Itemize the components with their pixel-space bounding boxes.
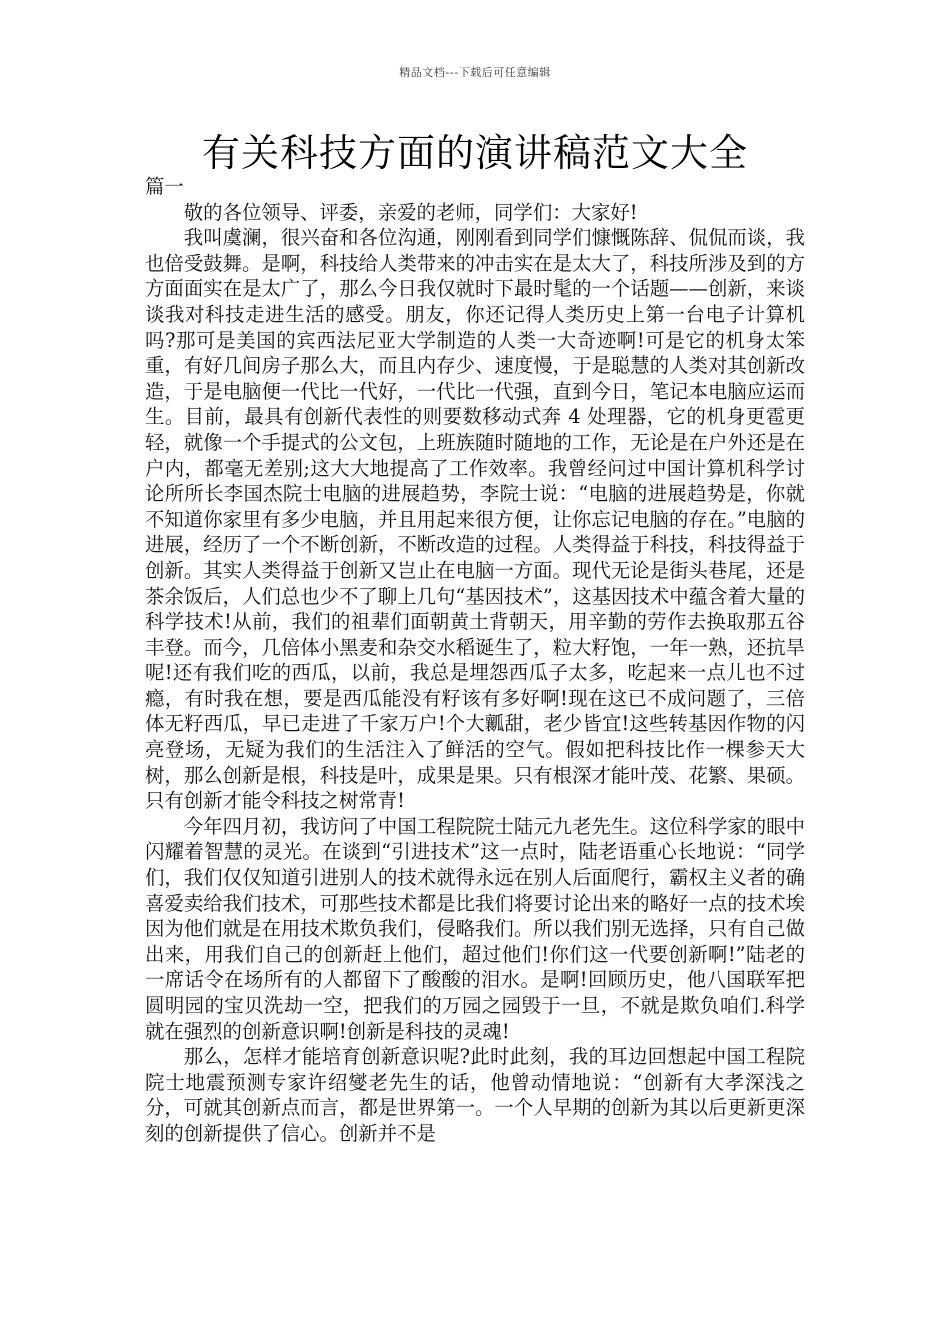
document-body (145, 174, 805, 1147)
paragraph-interview: 今年四月初，我访问了中国工程院院士陆元九老先生。这位科学家的眼中闪耀着智慧的灵光。在谈到“引进技术”这一点时，陆老语重心长地说：“同学们，我们仅仅知道引进别人的技术就得永远在别人后面爬行，霸权主义者的确喜爱卖给我们技术，可那些技术都是比我们将要讨论出来的略好一点的技术埃因为他们就是在用技术欺负我们，侵略我们。所以我们别无选择，只有自己做出来，用我们自己的创新赶上他们，超过他们!你们这一代要创新啊!”陆老的一席话令在场所有的人都留下了酸酸的泪水。是啊!回顾历史，他八国联军把圆明园的宝贝洗劫一空，把我们的万园之园毁于一旦，不就是欺负咱们.科学就在强烈的创新意识啊!创新是科技的灵魂! (145, 814, 805, 1043)
paragraph-greeting: 敬的各位领导、评委，亲爱的老师，同学们：大家好! (183, 200, 638, 224)
document-title: 有关科技方面的演讲稿范文大全 (201, 131, 748, 175)
paragraph-introduction: 我叫虞澜，很兴奋和各位沟通，刚刚看到同学们慷慨陈辞、侃侃而谈，我也倍受鼓舞。是啊，科技给人类带来的冲击实在是太大了，科技所涉及到的方方面面实在是太广了，那么今日我仅就时下最时髦的一个话题——创新，来谈谈我对科技走进生活的感受。朋友，你还记得人类历史上第一台电子计算机吗?那可是美国的宾西法尼亚大学制造的人类一大奇迹啊!可是它的机身太笨重，有好几间房子那么大，而且内存少、速度慢，于是聪慧的人类对其创新改造，于是电脑便一代比一代好，一代比一代强，直到今日，笔记本电脑应运而生。目前，最具有创新代表性的则要数移动式奔 4 处理器，它的机身更雹更轻，就像一个手提式的公文包，上班族随时随地的工作，无论是在户外还是在户内，都毫无差别;这大大地提高了工作效率。我曾经问过中国计算机科学讨论所所长李国杰院士电脑的进展趋势，李院士说：“电脑的进展趋势是，你就不知道你家里有多少电脑，并且用起来很方便，让你忘记电脑的存在。”电脑的进展，经历了一个不断创新，不断改造的过程。人类得益于科技，科技得益于创新。其实人类得益于创新又岂止在电脑一方面。现代无论是街头巷尾，还是茶余饭后，人们总也少不了聊上几句“基因技术”，这基因技术中蕴含着大量的科学技术!从前，我们的祖辈们面朝黄土背朝天，用辛勤的劳作去换取那五谷丰登。而今，几倍体小黑麦和杂交水稻诞生了，粒大籽饱，一年一熟，还抗旱呢!还有我们吃的西瓜，以前，我总是埋怨西瓜子太多，吃起来一点儿也不过瘾，有时我在想，要是西瓜能没有籽该有多好啊!现在这已不成问题了，三倍体无籽西瓜，早已走进了千家万户!个大瓤甜，老少皆宜!这些转基因作物的闪亮登场，无疑为我们的生活注入了鲜活的空气。假如把科技比作一棵参天大树，那么创新是根，科技是叶，成果是果。只有根深才能叶茂、花繁、果硕。只有创新才能令科技之树常青! (145, 226, 805, 813)
section-label: 篇一 (145, 175, 184, 198)
paragraph-innovation: 那么，怎样才能培育创新意识呢?此时此刻，我的耳边回想起中国工程院院士地震预测专家许绍燮老先生的话，他曾动情地说：“创新有大孝深浅之分，可就其创新点而言，都是世界第一。一个人早期的创新为其以后更新更深刻的创新提供了信心。创新并不是 (145, 1045, 805, 1145)
header-note: 精品文档---下载后可任意编辑 (399, 66, 551, 79)
